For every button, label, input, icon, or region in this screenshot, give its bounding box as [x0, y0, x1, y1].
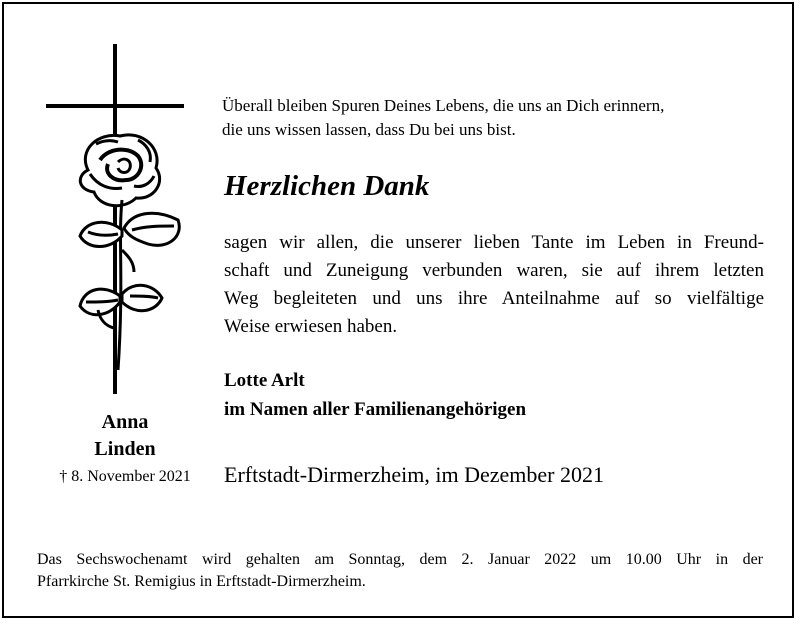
deceased-info: [30, 409, 220, 489]
service-announcement: [37, 549, 763, 593]
deceased-last-name: Linden: [94, 438, 156, 460]
quote-line-1: Überall bleiben Spuren Deines Lebens, die uns an Dich erinnern,: [222, 96, 665, 115]
signers: [224, 366, 526, 424]
service-line-2: Pfarrkirche St. Remigius in Erftstadt-Dirmerzheim.: [37, 573, 366, 590]
place-date: Erftstadt-Dirmerzheim, im Dezember 2021: [224, 462, 604, 487]
cross-with-rose-icon: [38, 40, 198, 400]
thanks-line-1: sagen wir allen, die unserer lieben Tante im Leben in Freund-: [224, 232, 764, 253]
service-line-1: Das Sechswochenamt wird gehalten am Sonntag, dem 2. Januar 2022 um 10.00 Uhr in der: [37, 551, 763, 568]
deceased-death-date: † 8. November 2021: [59, 468, 191, 485]
deceased-first-name: Anna: [101, 411, 149, 433]
thanks-body: [224, 229, 764, 341]
thanks-heading: Herzlichen Dank: [224, 170, 430, 202]
quote-line-2: die uns wissen lassen, dass Du bei uns bist.: [222, 120, 516, 139]
signer-name: Lotte Arlt: [224, 370, 305, 391]
thanks-line-2: schaft und Zuneigung verbunden waren, sie auf ihrem letzten: [224, 260, 764, 281]
thanks-line-3: Weg begleiteten und uns ihre Anteilnahme auf so vielfältige: [224, 288, 764, 309]
quote-verse: [222, 94, 742, 142]
signer-on-behalf: im Namen aller Familienangehörigen: [224, 399, 527, 420]
thanks-line-4: Weise erwiesen haben.: [224, 316, 398, 337]
